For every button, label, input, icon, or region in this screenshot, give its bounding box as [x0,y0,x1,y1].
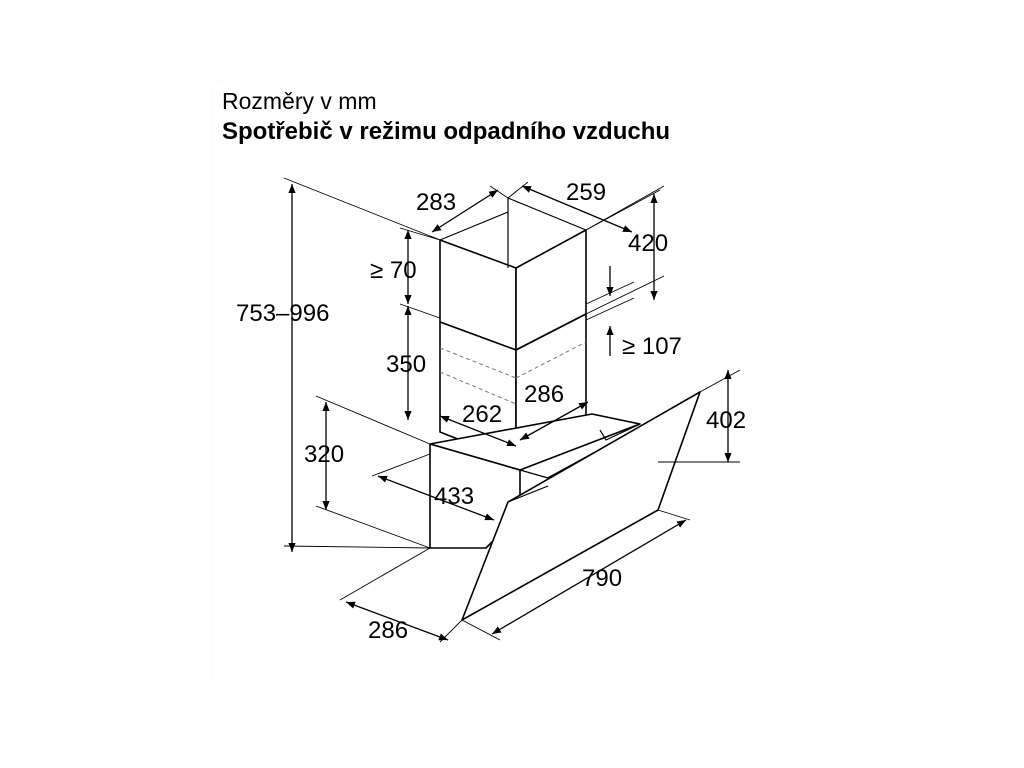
ext-402-top [700,370,740,392]
label-433: 433 [434,483,475,510]
label-350: 350 [386,351,427,378]
label-286-inner: 286 [524,381,565,408]
label-total-height: 753–996 [236,300,330,327]
label-286-bottom: 286 [368,617,409,644]
drawing-title: Spotřebič v režimu odpadního vzduchu [222,118,671,145]
label-283: 283 [416,189,457,216]
ext-320-bottom [316,506,430,548]
label-70: ≥ 70 [370,257,417,284]
label-790: 790 [582,565,623,592]
ext-790-b [658,510,690,520]
ext-320-top [316,396,430,444]
ext-107-bottom [586,298,634,320]
drawing-subtitle: Rozměry v mm [222,88,377,114]
label-262: 262 [462,401,503,428]
label-320: 320 [304,441,345,468]
label-420: 420 [628,230,669,257]
label-402: 402 [706,407,747,434]
ext-259-a [508,182,528,198]
handle-join [520,470,548,478]
ext-286-bottom-a [340,548,430,600]
ext-bottom-total [284,546,430,548]
ext-70-top [400,228,440,240]
ext-790-a [462,620,500,640]
label-259: 259 [566,179,607,206]
label-107: ≥ 107 [622,333,682,360]
ext-70-bottom [400,304,440,318]
ext-283-b [490,186,508,198]
ext-433-a [372,454,430,476]
ext-420-bottom [586,276,664,314]
